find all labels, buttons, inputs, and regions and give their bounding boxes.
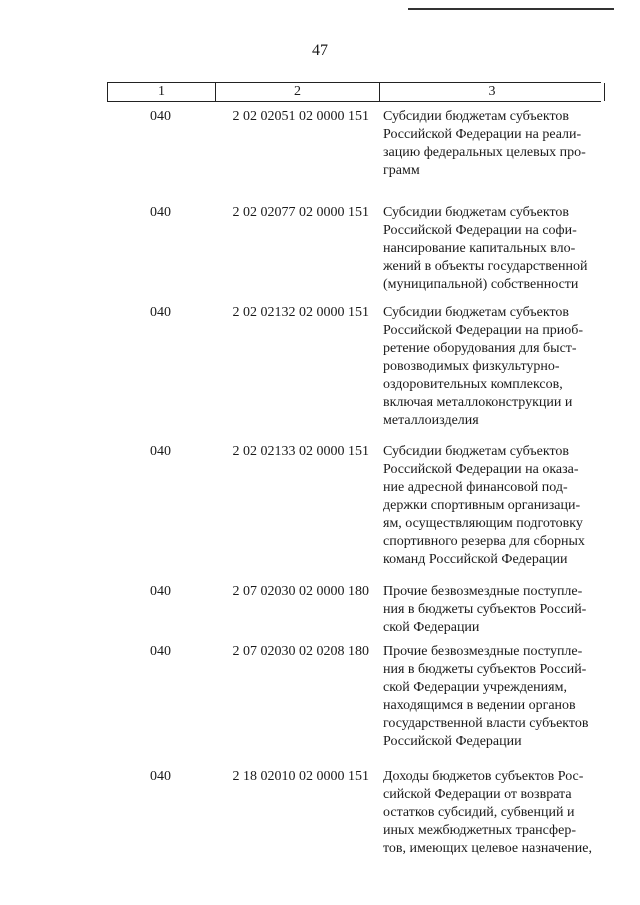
description-line: Российской Федерации на приоб- [383,323,584,338]
cell-budget-classification-code: 2 02 02133 02 0000 151 [232,444,369,459]
description-line: Субсидии бюджетам субъектов [383,444,570,459]
description-line: государственной власти субъектов [383,716,589,731]
header-col-3: 3 [380,83,605,101]
description-line: Доходы бюджетов субъектов Рос- [383,769,584,784]
table-row [107,443,601,569]
description-line: включая металлоконструкции и [383,395,573,410]
description-line: спортивного резерва для сборных [383,534,585,549]
cell-budget-classification-code: 2 07 02030 02 0208 180 [232,644,369,659]
cell-admin-code: 040 [150,205,171,220]
description-line: команд Российской Федерации [383,552,568,567]
cell-admin-code: 040 [150,644,171,659]
description-line: Российской Федерации [383,734,522,749]
description-line: ской Федерации [383,620,480,635]
cell-description [377,643,601,751]
description-line: жений в объекты государственной [383,259,588,274]
cell-admin-code: 040 [150,444,171,459]
cell-admin-code: 040 [150,584,171,599]
cell-admin-code: 040 [150,305,171,320]
cell-budget-classification-code: 2 02 02051 02 0000 151 [232,109,369,124]
cell-admin-code: 040 [150,769,171,784]
cell-description [377,304,601,430]
budget-code-table [107,82,601,856]
table-row [107,643,601,751]
description-line: Прочие безвозмездные поступле- [383,644,583,659]
description-line: ровозводимых физкультурно- [383,359,560,374]
header-col-2: 2 [216,83,380,101]
description-line: Субсидии бюджетам субъектов [383,109,570,124]
description-line: ние адресной финансовой под- [383,480,568,495]
description-line: Российской Федерации на оказа- [383,462,579,477]
description-line: Субсидии бюджетам субъектов [383,305,570,320]
cell-description [377,204,601,294]
description-line: иных межбюджетных трансфер- [383,823,576,838]
description-line: оздоровительных комплексов, [383,377,563,392]
description-line: Российской Федерации на реали- [383,127,582,142]
description-line: грамм [383,163,420,178]
cell-budget-classification-code: 2 18 02010 02 0000 151 [232,769,369,784]
header-col-1: 1 [108,83,216,101]
table-header-row [107,82,601,102]
page-number: 47 [312,42,328,59]
table-row [107,583,601,637]
top-right-rule [408,8,614,10]
cell-description [377,583,601,637]
description-line: ской Федерации учреждениям, [383,680,567,695]
table-row [107,304,601,430]
cell-budget-classification-code: 2 07 02030 02 0000 180 [232,584,369,599]
cell-description [377,768,601,858]
description-line: металлоизделия [383,413,479,428]
cell-description [377,108,601,180]
description-line: зацию федеральных целевых про- [383,145,586,160]
table-row [107,768,601,858]
description-line: держки спортивным организаци- [383,498,581,513]
description-line: остатков субсидий, субвенций и [383,805,575,820]
description-line: ния в бюджеты субъектов Россий- [383,662,587,677]
description-line: ям, осуществляющим подготовку [383,516,583,531]
description-line: находящимся в ведении органов [383,698,576,713]
table-row [107,204,601,294]
description-line: сийской Федерации от возврата [383,787,572,802]
description-line: Российской Федерации на софи- [383,223,577,238]
description-line: Прочие безвозмездные поступле- [383,584,583,599]
cell-admin-code: 040 [150,109,171,124]
description-line: тов, имеющих целевое назначение, [383,841,592,856]
cell-budget-classification-code: 2 02 02077 02 0000 151 [232,205,369,220]
cell-budget-classification-code: 2 02 02132 02 0000 151 [232,305,369,320]
description-line: ния в бюджеты субъектов Россий- [383,602,587,617]
description-line: Субсидии бюджетам субъектов [383,205,570,220]
cell-description [377,443,601,569]
table-row [107,108,601,180]
description-line: нансирование капитальных вло- [383,241,576,256]
description-line: (муниципальной) собственности [383,277,579,292]
description-line: ретение оборудования для быст- [383,341,577,356]
